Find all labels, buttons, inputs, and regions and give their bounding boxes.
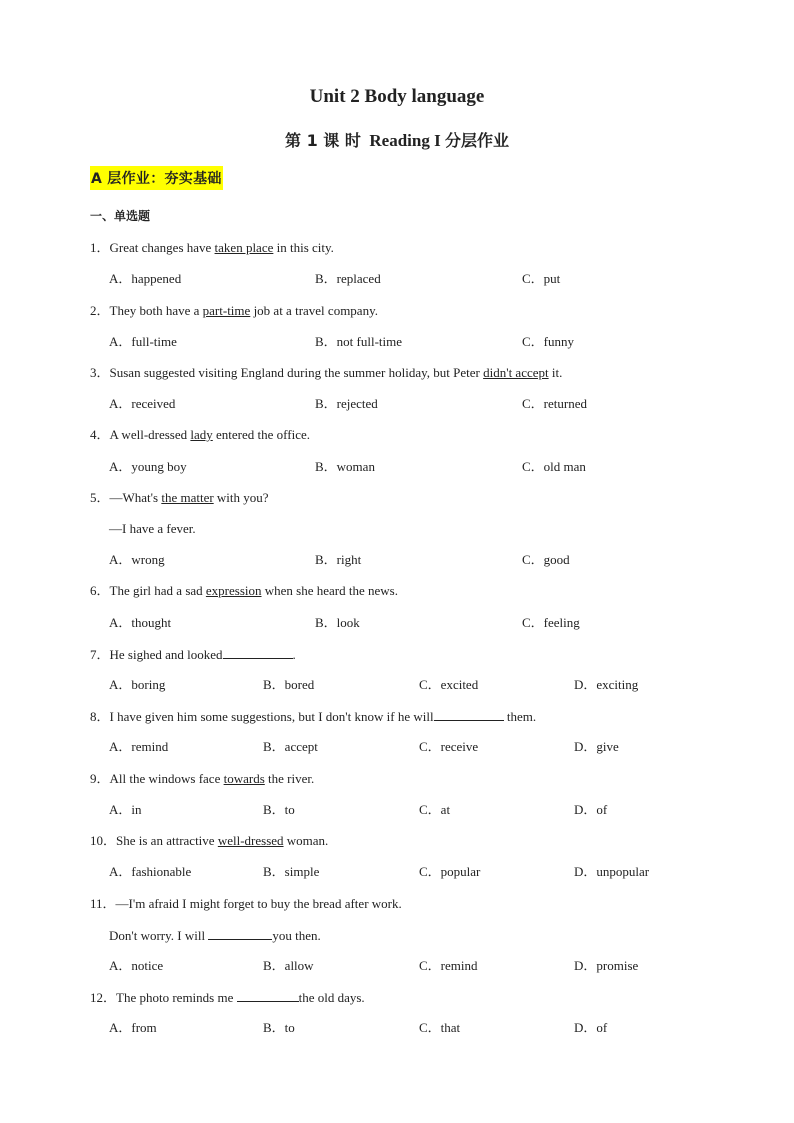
layer-label: A 层作业：夯实基础 [90, 166, 223, 190]
option-c[interactable]: C．returned [522, 396, 587, 411]
option-a[interactable]: A．full-time [109, 334, 177, 349]
option-d[interactable]: D．of [574, 1020, 608, 1035]
option-d[interactable]: D．give [574, 739, 619, 754]
subtitle-suffix: 分层作业 [444, 131, 509, 150]
answer-blank[interactable] [208, 927, 272, 940]
underlined-phrase: expression [205, 583, 262, 598]
option-c[interactable]: C．put [522, 271, 561, 286]
underlined-phrase: well-dressed [217, 833, 284, 848]
question-4: 4．A well-dressed lady entered the office. [90, 427, 310, 442]
option-c[interactable]: C．popular [419, 864, 481, 879]
option-a[interactable]: A．from [109, 1020, 157, 1035]
option-a[interactable]: A．remind [109, 739, 169, 754]
underlined-phrase: taken place [214, 240, 274, 255]
option-d[interactable]: D．promise [574, 958, 639, 973]
page-subtitle [0, 128, 794, 151]
option-c[interactable]: C．old man [522, 459, 586, 474]
option-c[interactable]: C．receive [419, 739, 479, 754]
option-c[interactable]: C．at [419, 802, 451, 817]
question-2: 2．They both have a part-time job at a travel company. [90, 303, 378, 318]
option-c[interactable]: C．feeling [522, 615, 580, 630]
option-a[interactable]: A．wrong [109, 552, 165, 567]
option-b[interactable]: B．simple [263, 864, 320, 879]
question-5-reply: —I have a fever. [109, 521, 196, 536]
option-b[interactable]: B．look [315, 615, 360, 630]
option-c[interactable]: C．funny [522, 334, 575, 349]
option-a[interactable]: A．thought [109, 615, 172, 630]
underlined-phrase: the matter [161, 490, 214, 505]
option-c[interactable]: C．excited [419, 677, 479, 692]
option-a[interactable]: A．fashionable [109, 864, 192, 879]
option-a[interactable]: A．happened [109, 271, 182, 286]
answer-blank[interactable] [237, 989, 299, 1002]
option-b[interactable]: B．not full-time [315, 334, 403, 349]
question-1: 1．Great changes have taken place in this city. [90, 240, 334, 255]
question-3: 3．Susan suggested visiting England during the summer holiday, but Peter didn't accept it. [90, 365, 563, 380]
option-b[interactable]: B．rejected [315, 396, 378, 411]
option-d[interactable]: D．exciting [574, 677, 639, 692]
question-6: 6．The girl had a sad expression when she heard the news. [90, 583, 398, 598]
option-a[interactable]: A．in [109, 802, 142, 817]
option-a[interactable]: A．notice [109, 958, 164, 973]
option-b[interactable]: B．allow [263, 958, 314, 973]
question-5: 5．—What's the matter with you? [90, 490, 269, 505]
question-8: 8．I have given him some suggestions, but I don't know if he will them. [90, 709, 537, 724]
underlined-phrase: towards [223, 771, 265, 786]
underlined-phrase: part-time [202, 303, 251, 318]
option-b[interactable]: B．to [263, 802, 295, 817]
subtitle-reading: Reading I [369, 131, 441, 150]
question-11-reply: Don't worry. I will you then. [109, 928, 321, 943]
option-b[interactable]: B．accept [263, 739, 318, 754]
option-c[interactable]: C．remind [419, 958, 478, 973]
page-title: Unit 2 Body language [309, 86, 485, 107]
option-b[interactable]: B．bored [263, 677, 315, 692]
option-a[interactable]: A．boring [109, 677, 166, 692]
question-7: 7．He sighed and looked . [90, 647, 296, 662]
underlined-phrase: lady [190, 427, 213, 442]
section-label: 一、单选题 [90, 209, 151, 223]
subtitle-prefix: 第 1 课 时 [285, 131, 361, 150]
option-d[interactable]: D．unpopular [574, 864, 650, 879]
option-c[interactable]: C．good [522, 552, 570, 567]
option-c[interactable]: C．that [419, 1020, 461, 1035]
question-9: 9．All the windows face towards the river. [90, 771, 315, 786]
option-b[interactable]: B．right [315, 552, 362, 567]
question-10: 10．She is an attractive well-dressed woman. [90, 833, 329, 848]
underlined-phrase: didn't accept [483, 365, 549, 380]
question-12: 12．The photo reminds me the old days. [90, 990, 365, 1005]
answer-blank[interactable] [434, 708, 504, 721]
answer-blank[interactable] [223, 646, 293, 659]
option-d[interactable]: D．of [574, 802, 608, 817]
option-a[interactable]: A．young boy [109, 459, 187, 474]
option-b[interactable]: B．to [263, 1020, 295, 1035]
option-b[interactable]: B．woman [315, 459, 375, 474]
option-b[interactable]: B．replaced [315, 271, 381, 286]
option-a[interactable]: A．received [109, 396, 176, 411]
question-11: 11．—I'm afraid I might forget to buy the bread after work. [90, 896, 402, 911]
